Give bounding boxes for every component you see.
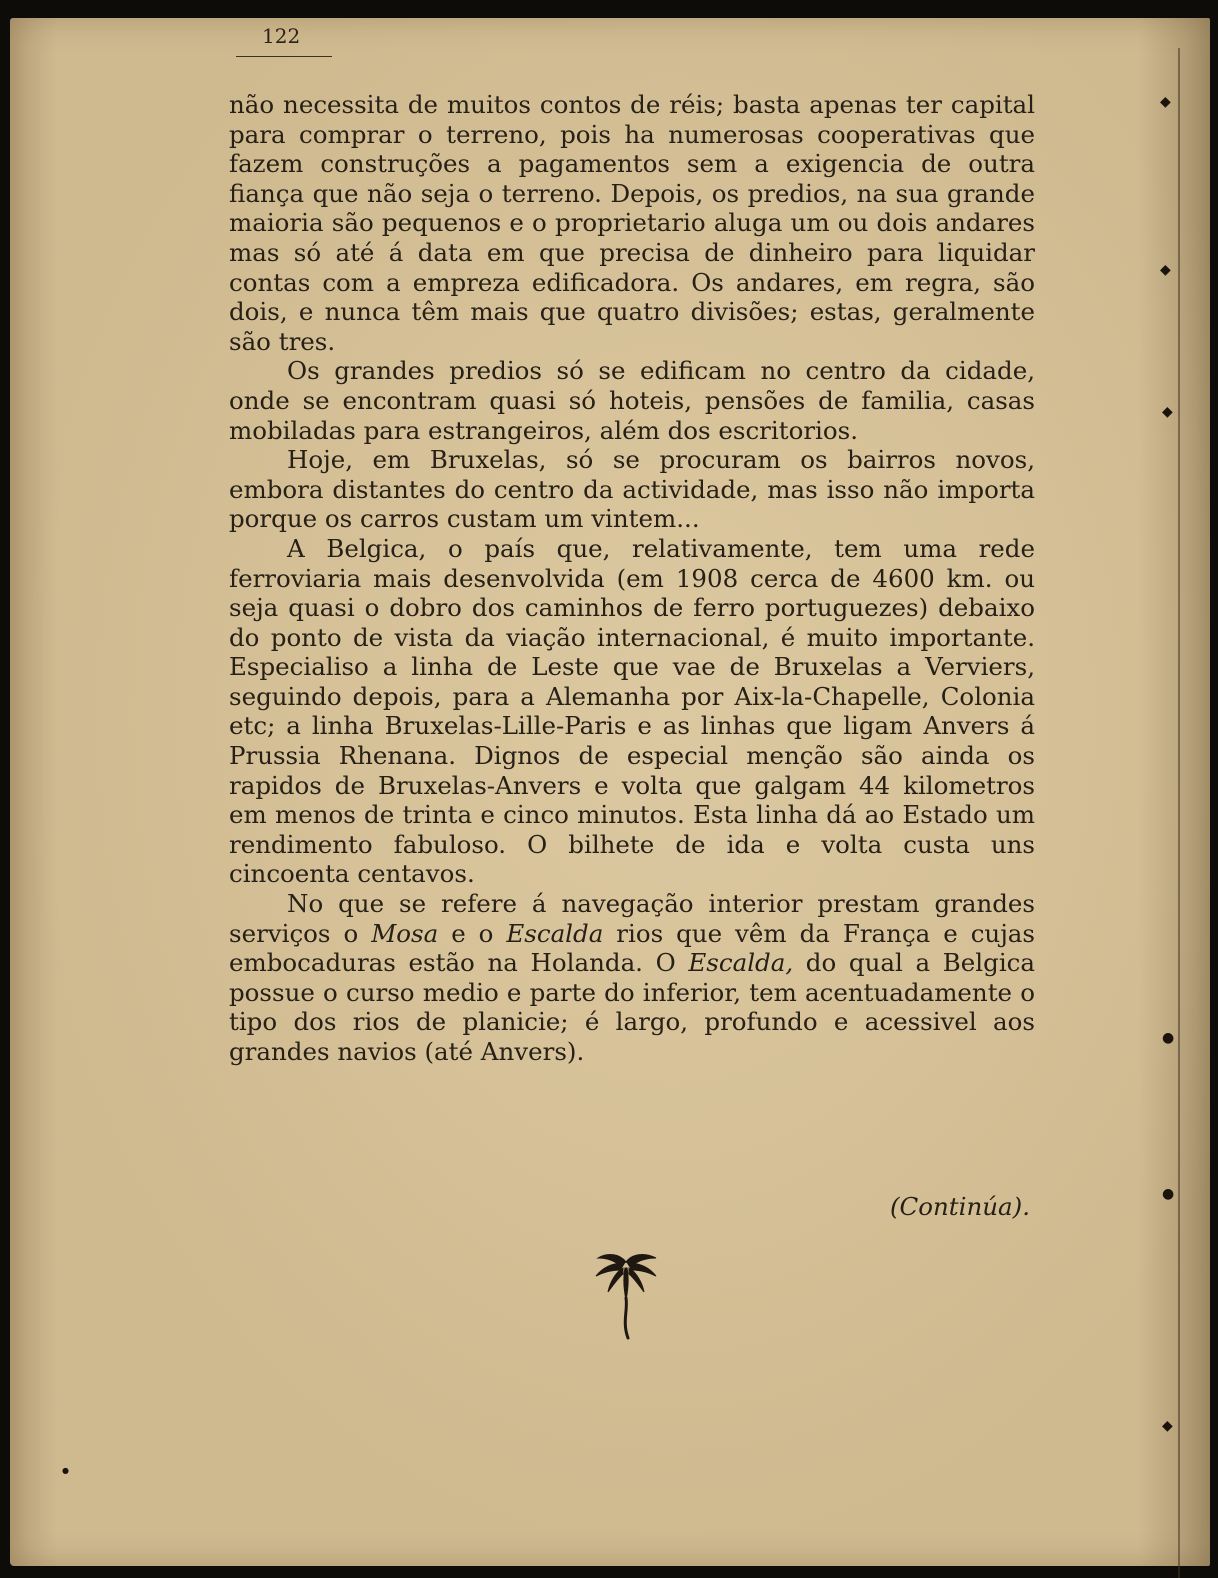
paragraph — [229, 445, 1035, 534]
paragraph — [229, 534, 1035, 889]
continuation-note: (Continúa). — [889, 1192, 1030, 1221]
paragraph-text: não necessita de muitos contos de réis; basta apenas ter capital para comprar o terreno, pois ha numerosas cooperativas que fazem construções a pagamentos sem a exigencia de outra fiança que não seja o terreno. Depois, os predios, na sua grande maioria são pequenos e o proprietario aluga um ou dois andares mas só até á data em que precisa de dinheiro para liquidar contas com a empreza edificadora. Os andares, em regra, são dois, e nunca têm mais que quatro divisões; estas, geralmente são tres. — [229, 90, 1035, 356]
margin-mark: ● — [62, 1466, 69, 1475]
margin-mark: ◆ — [1162, 1418, 1173, 1434]
paragraph — [229, 356, 1035, 445]
italic-text: Escalda, — [688, 948, 794, 978]
italic-text: Mosa — [371, 918, 439, 948]
italic-text: Escalda — [506, 918, 604, 948]
paragraph — [229, 889, 1035, 1067]
paragraph-text: Os grandes predios só se edificam no centro da cidade, onde se encontram quasi só hoteis, pensões de familia, casas mobiladas para estrangeiros, além dos escritorios. — [229, 356, 1035, 445]
margin-mark: ● — [1162, 1186, 1175, 1202]
margin-mark: ◆ — [1160, 94, 1171, 110]
paragraph-text: e o — [438, 918, 507, 948]
paragraph — [229, 90, 1035, 356]
paragraph-text: rios que vêm da França e cujas embocaduras estão na Holanda. O — [229, 918, 1035, 978]
palm-tree-ornament-icon — [590, 1248, 662, 1340]
binding-edge — [1178, 48, 1180, 1578]
paragraph-text: A Belgica, o país que, relativamente, tem uma rede ferroviaria mais desenvolvida (em 1908 cerca de 4600 km. ou seja quasi o dobro dos caminhos de ferro portuguezes) debaixo do ponto de vista da viação internacional, é muito importante. Especialiso a linha de Leste que vae de Bruxelas a Verviers, seguindo depois, para a Alemanha por Aix-la-Chapelle, Colonia etc; a linha Bruxelas-Lille-Paris e as linhas que ligam Anvers á Prussia Rhenana. Dignos de especial menção são ainda os rapidos de Bruxelas-Anvers e volta que galgam 44 kilometros em menos de trinta e cinco minutos. Esta linha dá ao Estado um rendimento fabuloso. O bilhete de ida e volta custa uns cincoenta centavos. — [229, 533, 1035, 889]
paragraph-text: Hoje, em Bruxelas, só se procuram os bairros novos, embora distantes do centro da actividade, mas isso não importa porque os carros custam um vintem... — [229, 445, 1035, 534]
body-text — [229, 90, 1035, 1067]
page-number: 122 — [262, 24, 301, 48]
margin-mark: ◆ — [1160, 262, 1171, 278]
paragraph-text: do qual a Belgica possue o curso medio e parte do inferior, tem acentuadamente o tipo dos rios de planicie; é largo, profundo e acessivel aos grandes navios (até Anvers). — [229, 948, 1035, 1066]
paragraph-text: No que se refere á navegação interior prestam grandes serviços o — [229, 889, 1035, 948]
margin-mark: ◆ — [1162, 404, 1173, 420]
margin-mark: ● — [1162, 1030, 1175, 1046]
page-number-rule — [236, 56, 332, 57]
